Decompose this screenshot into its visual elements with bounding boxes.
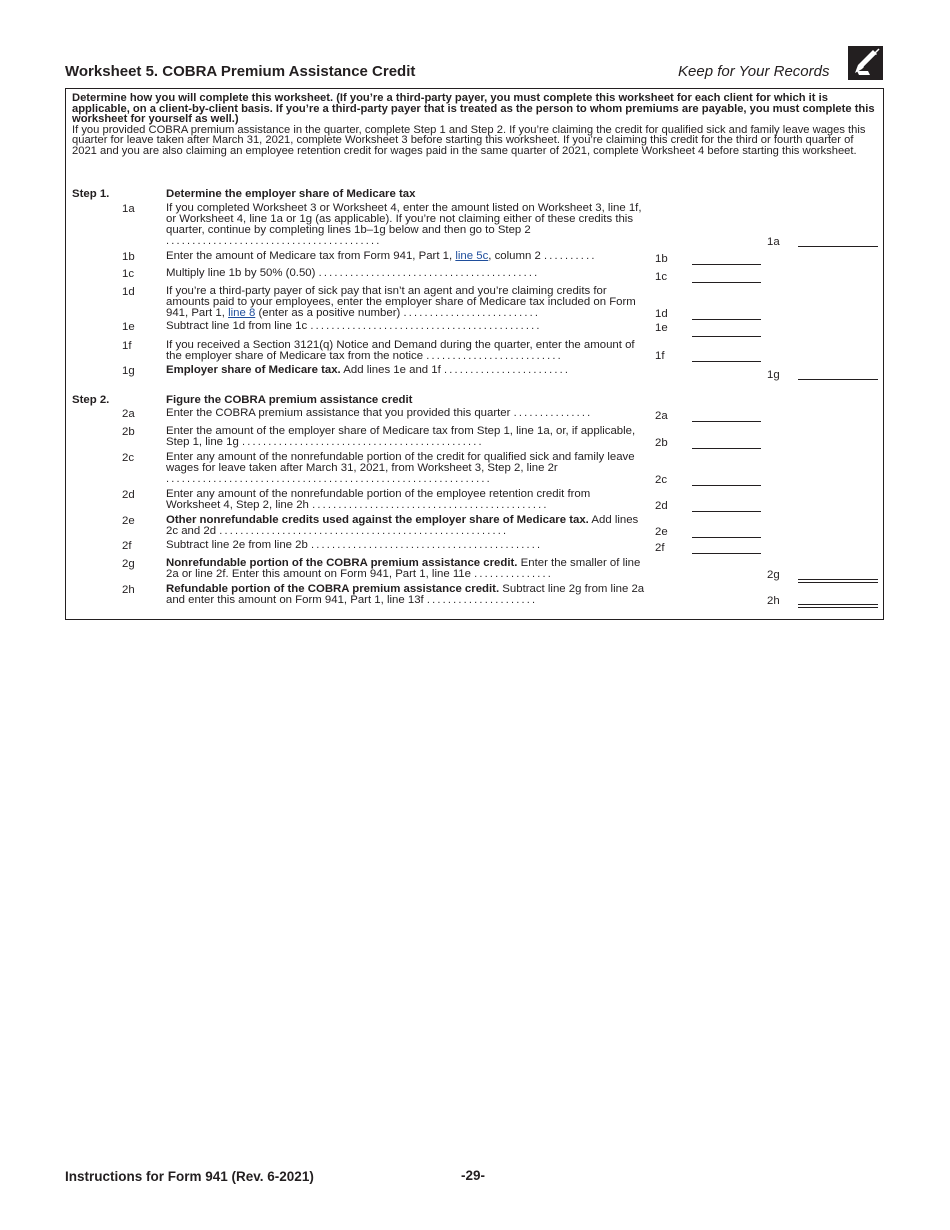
line-2f-field[interactable] <box>692 553 761 554</box>
line-1c-number: 1c <box>122 268 135 280</box>
line-1e-field[interactable] <box>692 336 761 337</box>
line-1d-label: 1d <box>655 308 668 320</box>
line-1f-field[interactable] <box>692 361 761 362</box>
intro-block <box>72 93 877 157</box>
line-2g-field[interactable] <box>798 579 878 583</box>
intro-bold-text: Determine how you will complete this worksheet. (If you’re a third-party payer, you must complete this worksheet for each client for which it is applicable, on a client-by-client basis. If you’re a third-party payer that is treated as the person to whom premiums are payable, you must complete this worksheet for yourself as well.) <box>72 92 875 126</box>
line-1c-text: Multiply line 1b by 50% (0.50) .......................................... <box>166 267 540 279</box>
line-2c-field[interactable] <box>692 485 761 486</box>
line-2b-number: 2b <box>122 426 135 438</box>
line-1c-field[interactable] <box>692 282 761 283</box>
line-2c-number: 2c <box>122 452 135 464</box>
line-1b-text: Enter the amount of Medicare tax from Form 941, Part 1, line 5c, column 2 .......... <box>166 250 597 262</box>
line-8-link[interactable]: line 8 <box>228 307 256 319</box>
step2-label: Step 2. <box>72 394 110 406</box>
line-2g-number: 2g <box>122 558 135 570</box>
line-2c-label: 2c <box>655 474 668 486</box>
line-1b-field[interactable] <box>692 264 761 265</box>
line-2d-number: 2d <box>122 489 135 501</box>
line-2h-label: 2h <box>767 595 780 607</box>
line-2h-text: Refundable portion of the COBRA premium assistance credit. Subtract line 2g from line 2a and enter this amount on Form 941, Part 1, line 13f ..................... <box>166 583 645 606</box>
line-2g-text: Nonrefundable portion of the COBRA premium assistance credit. Enter the smaller of line 2a or line 2f. Enter this amount on Form 941, Part 1, line 11e ............... <box>166 557 641 580</box>
line-2f-text: Subtract line 2e from line 2b ............................................ <box>166 539 543 551</box>
line-2d-label: 2d <box>655 500 668 512</box>
line-2g-label: 2g <box>767 569 780 581</box>
line-1g-number: 1g <box>122 365 135 377</box>
line-1d-field[interactable] <box>692 319 761 320</box>
line-2h-field[interactable] <box>798 604 878 608</box>
page-number: -29- <box>461 1168 486 1183</box>
line-1g-text: Employer share of Medicare tax. Add lines 1e and 1f ........................ <box>166 364 571 376</box>
line-5c-link[interactable]: line 5c <box>455 250 489 262</box>
line-1b-label: 1b <box>655 253 668 265</box>
line-1a-text: If you completed Worksheet 3 or Worksheet 4, enter the amount listed on Worksheet 3, line 1f, or Worksheet 4, line 1a or 1g (as applicable). If you’re not claiming either of these credits this quarter, continue by completing lines 1b–1g below and then go to Step 2 ......................................... <box>166 202 642 247</box>
step2-heading: Figure the COBRA premium assistance credit <box>166 394 413 406</box>
line-1g-field[interactable] <box>798 379 878 380</box>
line-2b-text: Enter the amount of the employer share of Medicare tax from Step 1, line 1a, or, if applicable, Step 1, line 1g .............................................. <box>166 425 636 448</box>
line-2e-field[interactable] <box>692 537 761 538</box>
line-2d-field[interactable] <box>692 511 761 512</box>
line-2f-number: 2f <box>122 540 132 552</box>
line-2e-text: Other nonrefundable credits used against the employer share of Medicare tax. Add lines 2c and 2d ....................................................... <box>166 514 639 537</box>
line-2a-number: 2a <box>122 408 135 420</box>
line-2b-label: 2b <box>655 437 668 449</box>
line-1e-number: 1e <box>122 321 135 333</box>
line-1e-label: 1e <box>655 322 668 334</box>
line-1a-number: 1a <box>122 203 135 215</box>
line-2a-text: Enter the COBRA premium assistance that you provided this quarter ............... <box>166 407 593 419</box>
line-2a-label: 2a <box>655 410 668 422</box>
keep-for-records-label: Keep for Your Records <box>678 63 830 80</box>
footer-form-title: Instructions for Form 941 (Rev. 6-2021) <box>65 1169 314 1184</box>
line-1d-text: If you’re a third-party payer of sick pay that isn’t an agent and you’re claiming credits for amounts paid to your employees, enter the employer share of Medicare tax included on Form 941, Part 1, line 8 (enter as a positive number) .......................... <box>166 285 636 319</box>
step1-heading: Determine the employer share of Medicare tax <box>166 188 416 200</box>
worksheet-title: Worksheet 5. COBRA Premium Assistance Credit <box>65 63 416 80</box>
line-2c-text: Enter any amount of the nonrefundable portion of the credit for qualified sick and family leave wages for leave taken after March 31, 2021, from Worksheet 3, Step 2, line 2r .............................................................. <box>166 451 635 485</box>
line-1b-number: 1b <box>122 251 135 263</box>
step1-label: Step 1. <box>72 188 110 200</box>
line-1a-label: 1a <box>767 236 780 248</box>
line-2e-number: 2e <box>122 515 135 527</box>
line-1f-number: 1f <box>122 340 132 352</box>
line-1a-field[interactable] <box>798 246 878 247</box>
line-1g-label: 1g <box>767 369 780 381</box>
line-1e-text: Subtract line 1d from line 1c ............................................ <box>166 320 542 332</box>
line-2b-field[interactable] <box>692 448 761 449</box>
intro-text: If you provided COBRA premium assistance in the quarter, complete Step 1 and Step 2. If you’re claiming the credit for qualified sick and family leave wages this quarter for leave taken after March 31, 2021, complete Worksheet 3 before starting this worksheet. If you’re claiming this credit for the third or fourth quarter of 2021 and you are also claiming an employee retention credit for wages paid in the same quarter of 2021, complete Worksheet 4 before starting this worksheet. <box>72 123 866 157</box>
line-2e-label: 2e <box>655 526 668 538</box>
line-1d-number: 1d <box>122 286 135 298</box>
line-2a-field[interactable] <box>692 421 761 422</box>
line-1f-text: If you received a Section 3121(q) Notice and Demand during the quarter, enter the amount of the employer share of Medicare tax from the notice .......................... <box>166 339 635 362</box>
line-2d-text: Enter any amount of the nonrefundable portion of the employee retention credit from Worksheet 4, Step 2, line 2h ............................................. <box>166 488 591 511</box>
line-1c-label: 1c <box>655 271 668 283</box>
line-2h-number: 2h <box>122 584 135 596</box>
line-2f-label: 2f <box>655 542 665 554</box>
pen-paper-icon <box>848 46 883 80</box>
line-1f-label: 1f <box>655 350 665 362</box>
